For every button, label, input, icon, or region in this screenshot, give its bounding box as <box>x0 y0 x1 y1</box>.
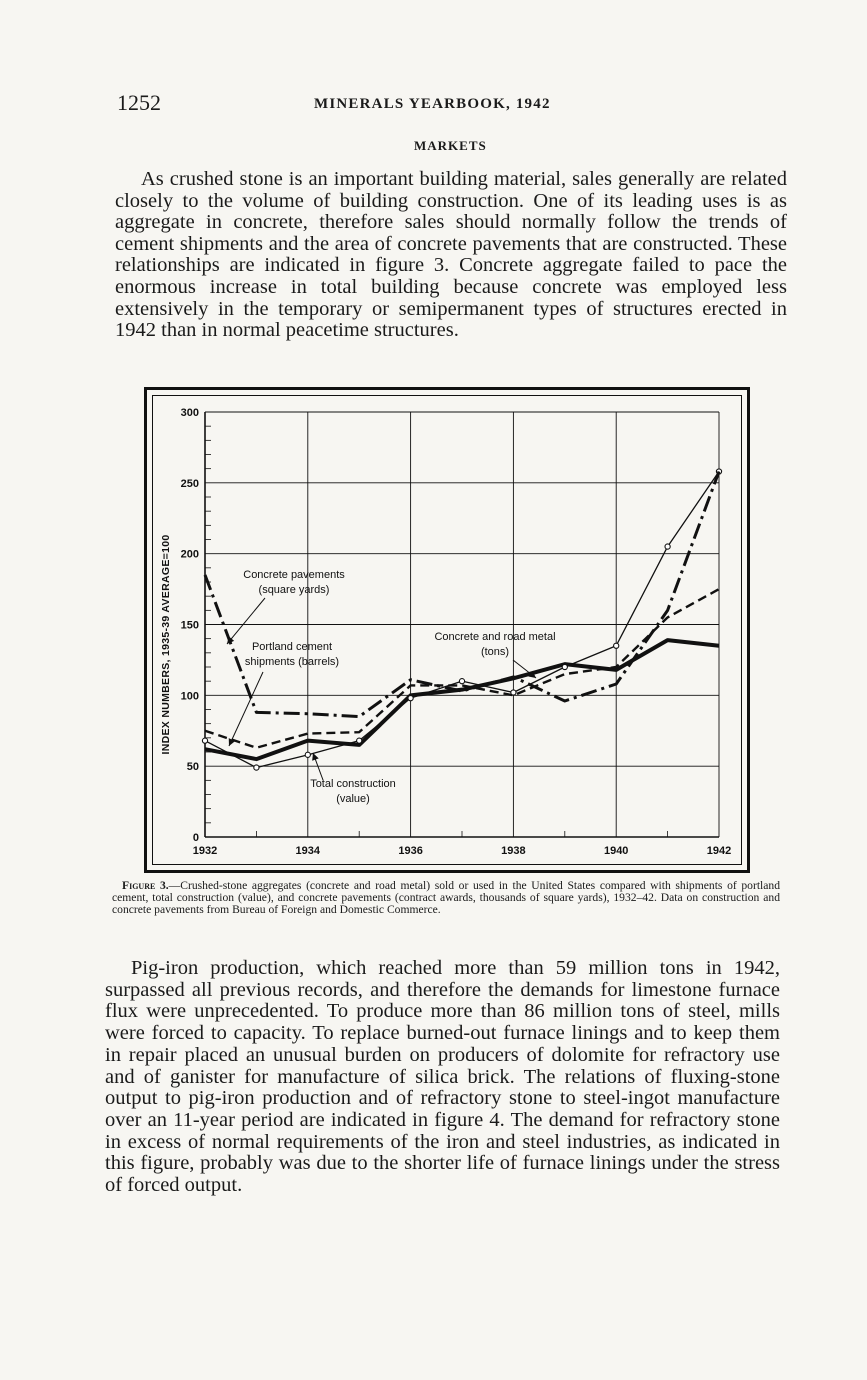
chart-grid <box>205 412 719 837</box>
figure-3-frame <box>144 387 750 873</box>
series-point <box>562 664 567 669</box>
chart-annotations <box>227 569 556 805</box>
y-tick-label: 300 <box>180 407 199 419</box>
paragraph-markets: As crushed stone is an important building material, sales generally are related closely to the volume of building construction. One of its leading uses is as aggregate in concrete, therefore sales should normally follow the trends of cement shipments and the area of concrete pavements that are constructed. These relationships are indicated in figure 3. Concrete aggregate failed to pace the enormous increase in total building because concrete was employed less extensively in the temporary or semipermanent types of structures erected in 1942 than in normal peacetime structures. <box>115 168 787 342</box>
series-point <box>357 738 362 743</box>
series-line-thin-circles <box>205 472 719 768</box>
series-point <box>459 679 464 684</box>
y-tick-label: 150 <box>180 619 199 632</box>
annotation-portland-cement: shipments (barrels) <box>244 656 340 668</box>
section-title: MARKETS <box>414 138 487 153</box>
series-point <box>202 738 207 743</box>
y-tick-label: 100 <box>180 690 199 703</box>
annotation-leader-concrete-pavements <box>227 598 265 644</box>
series-point <box>305 752 310 757</box>
x-tick-label: 1940 <box>603 845 629 857</box>
annotation-portland-cement: Portland cement <box>251 641 333 653</box>
annotation-concrete-pavements: Concrete pavements <box>243 569 345 581</box>
annotation-concrete-road-metal: (tons) <box>480 646 510 658</box>
page-number: 1252 <box>117 90 161 115</box>
series-point <box>408 696 413 701</box>
figure-3-chart <box>153 396 747 870</box>
series-point <box>665 544 670 549</box>
y-axis-label: INDEX NUMBERS, 1935-39 AVERAGE=100 <box>160 534 172 755</box>
figure-caption-label: Figure 3. <box>122 879 169 892</box>
annotation-concrete-road-metal: Concrete and road metal <box>434 631 556 643</box>
figure-caption-text: —Crushed-stone aggregates (concrete and road metal) sold or used in the United States compared with shipments of portland cement, total construction (value), and concrete pavements (contract awards, thousands of square yards), 1932–42. Data on construction and concrete pavements from Bureau of Foreign and Domestic Commerce. <box>112 879 780 916</box>
figure-3-inner-border <box>152 395 742 865</box>
figure-caption <box>112 880 780 916</box>
annotation-leader-portland-cement <box>229 672 263 746</box>
series-point <box>511 690 516 695</box>
series-point <box>614 643 619 648</box>
y-tick-label: 200 <box>180 548 199 561</box>
x-tick-label: 1932 <box>192 845 218 857</box>
annotation-total-construction: (value) <box>336 793 370 805</box>
chart-series <box>202 469 721 770</box>
series-line-dashed <box>205 589 719 748</box>
y-tick-label: 50 <box>186 761 199 774</box>
y-tick-label: 0 <box>192 832 199 844</box>
x-tick-label: 1942 <box>706 845 732 857</box>
annotation-concrete-pavements: (square yards) <box>258 584 330 596</box>
x-tick-label: 1934 <box>295 845 321 857</box>
series-point <box>254 765 259 770</box>
y-tick-label: 250 <box>180 477 199 490</box>
running-title: MINERALS YEARBOOK, 1942 <box>314 96 551 112</box>
annotation-total-construction: Total construction <box>310 778 396 790</box>
x-tick-label: 1936 <box>398 845 423 857</box>
x-tick-label: 1938 <box>501 845 526 857</box>
paragraph-pig-iron: Pig-iron production, which reached more than 59 million tons in 1942, surpassed all previous records, and therefore the demands for limestone furnace flux were unprecedented. To produce more than 86 million tons of steel, mills were forced to capacity. To replace burned-out furnace linings and to keep them in repair placed an unusual burden on producers of dolomite for refractory use and of ganister for manufacture of silica brick. The relations of fluxing-stone output to pig-iron production and of refractory stone to steel-ingot manufacture over an 11-year period are indicated in figure 4. The demand for refractory stone in excess of normal requirements of the iron and steel industries, as indicated in this figure, probably was due to the shorter life of furnace linings under the stress of forced output. <box>105 957 780 1197</box>
